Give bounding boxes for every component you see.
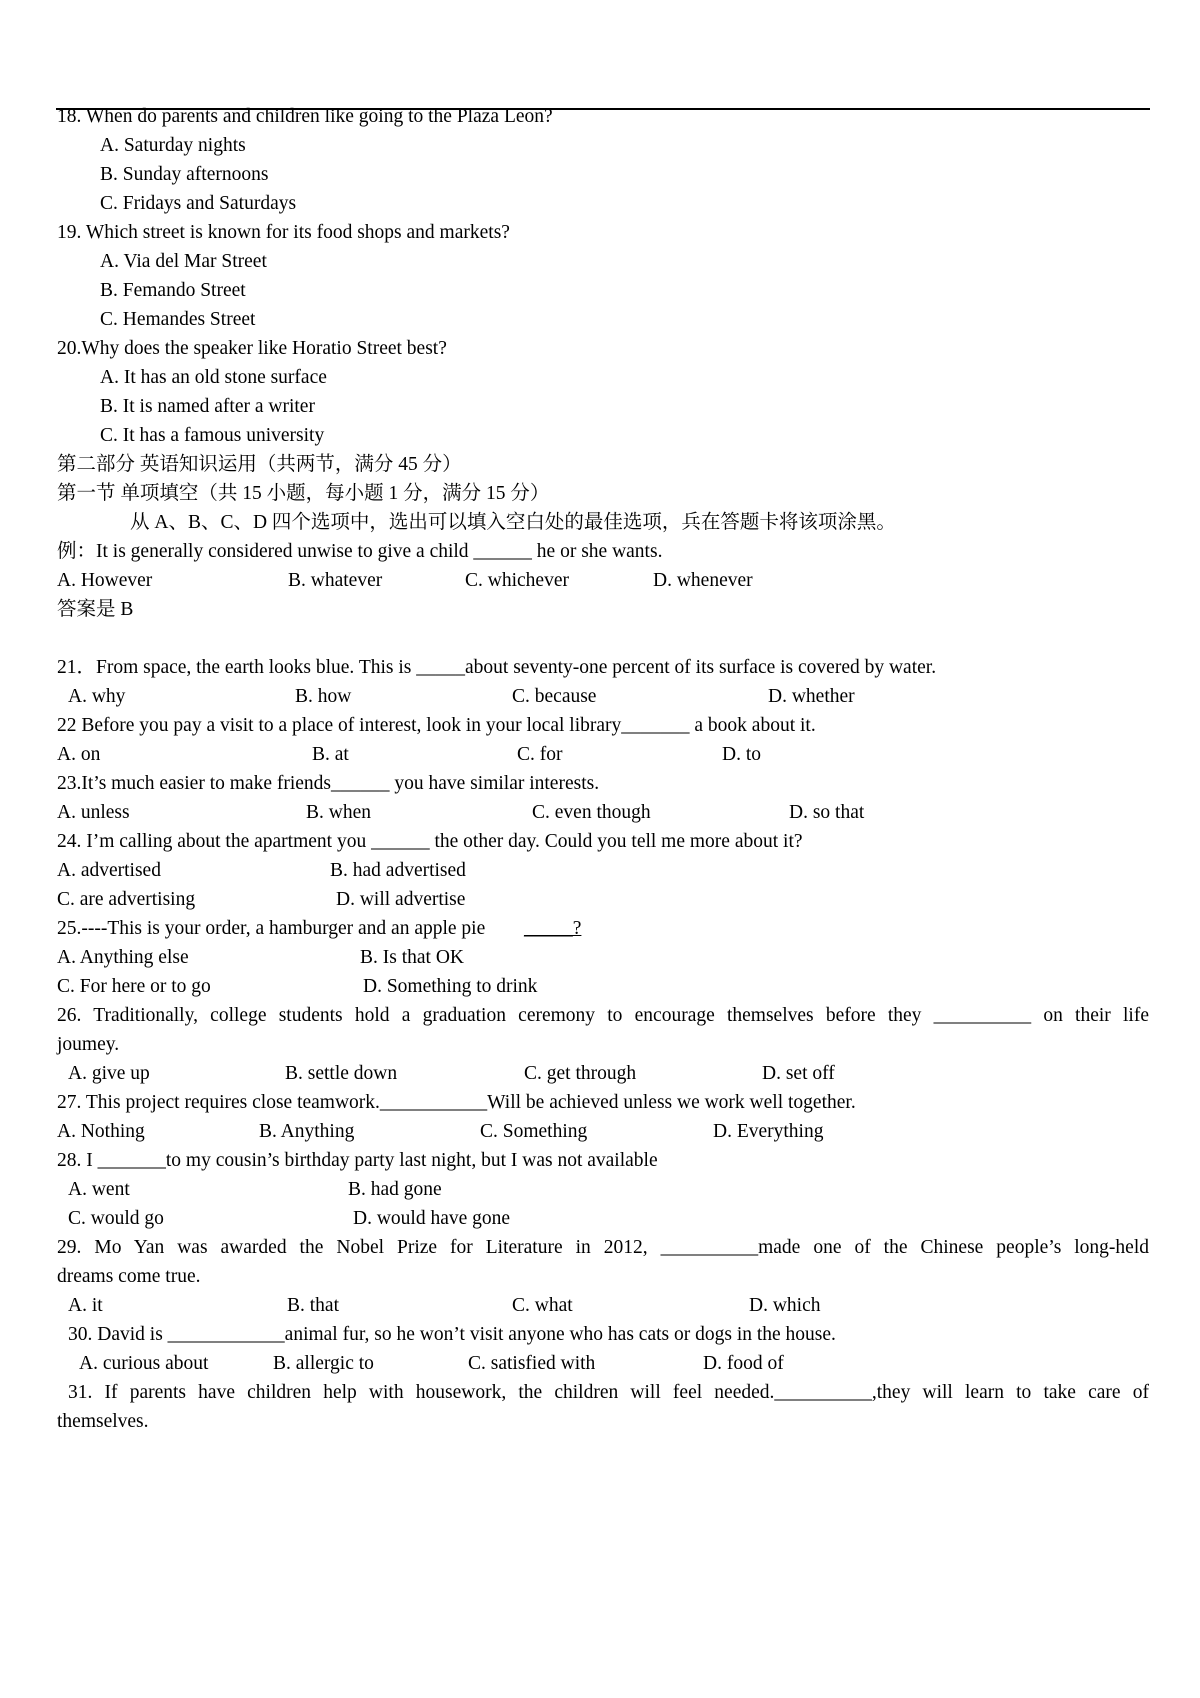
option-d: D. set off <box>762 1063 835 1084</box>
question-text: 22 Before you pay a visit to a place of interest, look in your local library_______ a book about it. <box>57 715 816 736</box>
option-a: A. it <box>68 1295 103 1316</box>
option-b: B. at <box>312 744 349 765</box>
question-26: 26. Traditionally, college students hold a graduation ceremony to encourage themselves before they __________ on their life <box>57 1005 1149 1026</box>
option-b: B. that <box>287 1295 339 1316</box>
question-text: 30. David is ____________animal fur, so he won’t visit anyone who has cats or dogs in the house. <box>68 1324 836 1345</box>
option-c: C. even though <box>532 802 651 823</box>
option-a: A. went <box>68 1179 130 1200</box>
option-c: C. for <box>517 744 563 765</box>
option-d: D. which <box>749 1295 821 1316</box>
option-d: D. whenever <box>653 570 753 591</box>
option-b: B. Sunday afternoons <box>100 164 269 185</box>
option-a: A. why <box>68 686 126 707</box>
option-c: C. because <box>512 686 597 707</box>
option-c: C. satisfied with <box>468 1353 596 1374</box>
option-a: A. It has an old stone surface <box>100 367 327 388</box>
question-text: 23.It’s much easier to make friends______ you have similar interests. <box>57 773 600 794</box>
question-31: 31. If parents have children help with housework, the children will feel needed.__________,they will learn to take care of <box>68 1382 1149 1403</box>
question-29: 29. Mo Yan was awarded the Nobel Prize for Literature in 2012, __________made one of the Chinese people’s long-held <box>57 1237 1149 1258</box>
instructions-text: 从 A、B、C、D 四个选项中，选出可以填入空白处的最佳选项，兵在答题卡将该项涂黑。 <box>130 512 896 533</box>
question-text: 20.Why does the speaker like Horatio Street best? <box>57 338 447 359</box>
question-text: 例：It is generally considered unwise to give a child ______ he or she wants. <box>57 541 663 562</box>
question-text: 18. When do parents and children like going to the Plaza Leon? <box>57 106 553 127</box>
section-one-title: 第一节 单项填空（共 15 小题，每小题 1 分，满分 15 分） <box>57 483 550 504</box>
option-b: B. Anything <box>259 1121 355 1142</box>
question-text-cont: themselves. <box>57 1411 149 1432</box>
option-c: C. Fridays and Saturdays <box>100 193 297 214</box>
underlined-blank: _____? <box>524 918 582 939</box>
option-c: C. It has a famous university <box>100 425 325 446</box>
option-a: A. advertised <box>57 860 161 881</box>
option-a: A. Nothing <box>57 1121 145 1142</box>
option-d: D. Everything <box>713 1121 824 1142</box>
question-text: 21．From space, the earth looks blue. This is _____about seventy-one percent of its surface is covered by water. <box>57 657 937 678</box>
question-text: 19. Which street is known for its food shops and markets? <box>57 222 510 243</box>
option-b: B. settle down <box>285 1063 398 1084</box>
option-d: D. so that <box>789 802 865 823</box>
question-text-cont: joumey. <box>57 1034 120 1055</box>
option-c: C. For here or to go <box>57 976 211 997</box>
option-c: C. get through <box>524 1063 637 1084</box>
option-b: B. whatever <box>288 570 383 591</box>
option-d: D. food of <box>703 1353 784 1374</box>
option-a: A. However <box>57 570 153 591</box>
question-text: 24. I’m calling about the apartment you ______ the other day. Could you tell me more about it? <box>57 831 803 852</box>
option-d: D. whether <box>768 686 855 707</box>
option-c: C. Something <box>480 1121 588 1142</box>
option-b: B. had advertised <box>330 860 466 881</box>
question-text: 28. I _______to my cousin’s birthday party last night, but I was not available <box>57 1150 658 1171</box>
option-a: A. unless <box>57 802 130 823</box>
option-b: B. allergic to <box>273 1353 374 1374</box>
part-two-title: 第二部分 英语知识运用（共两节，满分 45 分） <box>57 454 462 475</box>
option-b: B. how <box>295 686 352 707</box>
option-c: C. would go <box>68 1208 164 1229</box>
option-a: A. give up <box>68 1063 150 1084</box>
question-text-cont: dreams come true. <box>57 1266 201 1287</box>
option-b: B. It is named after a writer <box>100 396 315 417</box>
option-c: C. Hemandes Street <box>100 309 256 330</box>
option-b: B. when <box>306 802 371 823</box>
option-a: A. Anything else <box>57 947 189 968</box>
answer-text: 答案是 B <box>57 599 134 620</box>
option-c: C. whichever <box>465 570 569 591</box>
option-d: D. will advertise <box>336 889 466 910</box>
option-a: A. curious about <box>79 1353 209 1374</box>
option-d: D. Something to drink <box>363 976 538 997</box>
option-a: A. Saturday nights <box>100 135 246 156</box>
option-a: A. Via del Mar Street <box>100 251 267 272</box>
option-c: C. what <box>512 1295 573 1316</box>
option-c: C. are advertising <box>57 889 196 910</box>
question-text: 27. This project requires close teamwork.___________Will be achieved unless we work well together. <box>57 1092 856 1113</box>
option-d: D. to <box>722 744 761 765</box>
question-text: 25.----This is your order, a hamburger and an apple pie <box>57 918 486 939</box>
option-b: B. had gone <box>348 1179 442 1200</box>
option-b: B. Is that OK <box>360 947 464 968</box>
option-a: A. on <box>57 744 101 765</box>
option-b: B. Femando Street <box>100 280 246 301</box>
option-d: D. would have gone <box>353 1208 511 1229</box>
